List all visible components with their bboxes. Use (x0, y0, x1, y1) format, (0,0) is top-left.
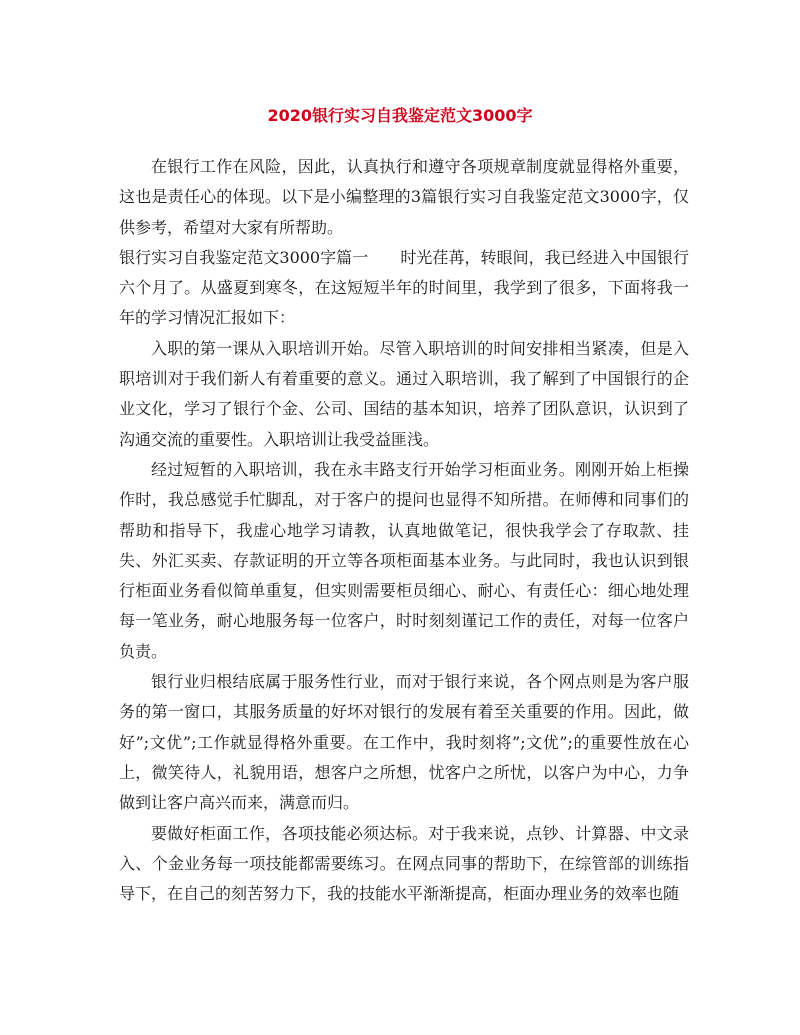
paragraph-onboarding-training: 入职的第一课从入职培训开始。尽管入职培训的时间安排相当紧凑，但是入职培训对于我们新人有着重要的意义。通过入职培训，我了解到了中国银行的企业文化，学习了银行个金、公司、国结的基本知识，培养了团队意识，认识到了沟通交流的重要性。入职培训让我受益匪浅。 (119, 338, 689, 449)
paragraph-skills: 要做好柜面工作，各项技能必须达标。对于我来说，点钞、计算器、中文录入、个金业务每一项技能都需要练习。在网点同事的帮助下，在综管部的训练指导下，在自己的刻苦努力下，我的技能水平渐渐提高，柜面办理业务的效率也随 (119, 823, 689, 904)
paragraph-intro: 在银行工作在风险，因此，认真执行和遵守各项规章制度就显得格外重要，这也是责任心的体现。以下是小编整理的3篇银行实习自我鉴定范文3000字，仅供参考，希望对大家有所帮助。 (119, 157, 689, 237)
paragraph-essay-one-opening: 银行实习自我鉴定范文3000字篇一 时光荏苒，转眼间，我已经进入中国银行六个月了。从盛夏到寒冬，在这短短半年的时间里，我学到了很多，下面将我一年的学习情况汇报如下： (119, 247, 689, 328)
document-title: 2020银行实习自我鉴定范文3000字 (267, 106, 533, 125)
document-body (119, 152, 689, 909)
paragraph-service-quality: 银行业归根结底属于服务性行业，而对于银行来说，各个网点则是为客户服务的第一窗口，其服务质量的好坏对银行的发展有着至关重要的作用。因此，做好”;文优”;工作就显得格外重要。在工作中，我时刻将”;文优”;的重要性放在心上，微笑待人，礼貌用语，想客户之所想，忧客户之所忧，以客户为中心，力争做到让客户高兴而来，满意而归。 (119, 672, 689, 813)
paragraph-counter-business: 经过短暂的入职培训，我在永丰路支行开始学习柜面业务。刚刚开始上柜操作时，我总感觉手忙脚乱，对于客户的提问也显得不知所措。在师傅和同事们的帮助和指导下，我虚心地学习请教，认真地做笔记，很快我学会了存取款、挂失、外汇买卖、存款证明的开立等各项柜面基本业务。与此同时，我也认识到银行柜面业务看似简单重复，但实则需要柜员细心、耐心、有责任心：细心地处理每一笔业务，耐心地服务每一位客户，时时刻刻谨记工作的责任，对每一位客户负责。 (119, 459, 689, 661)
